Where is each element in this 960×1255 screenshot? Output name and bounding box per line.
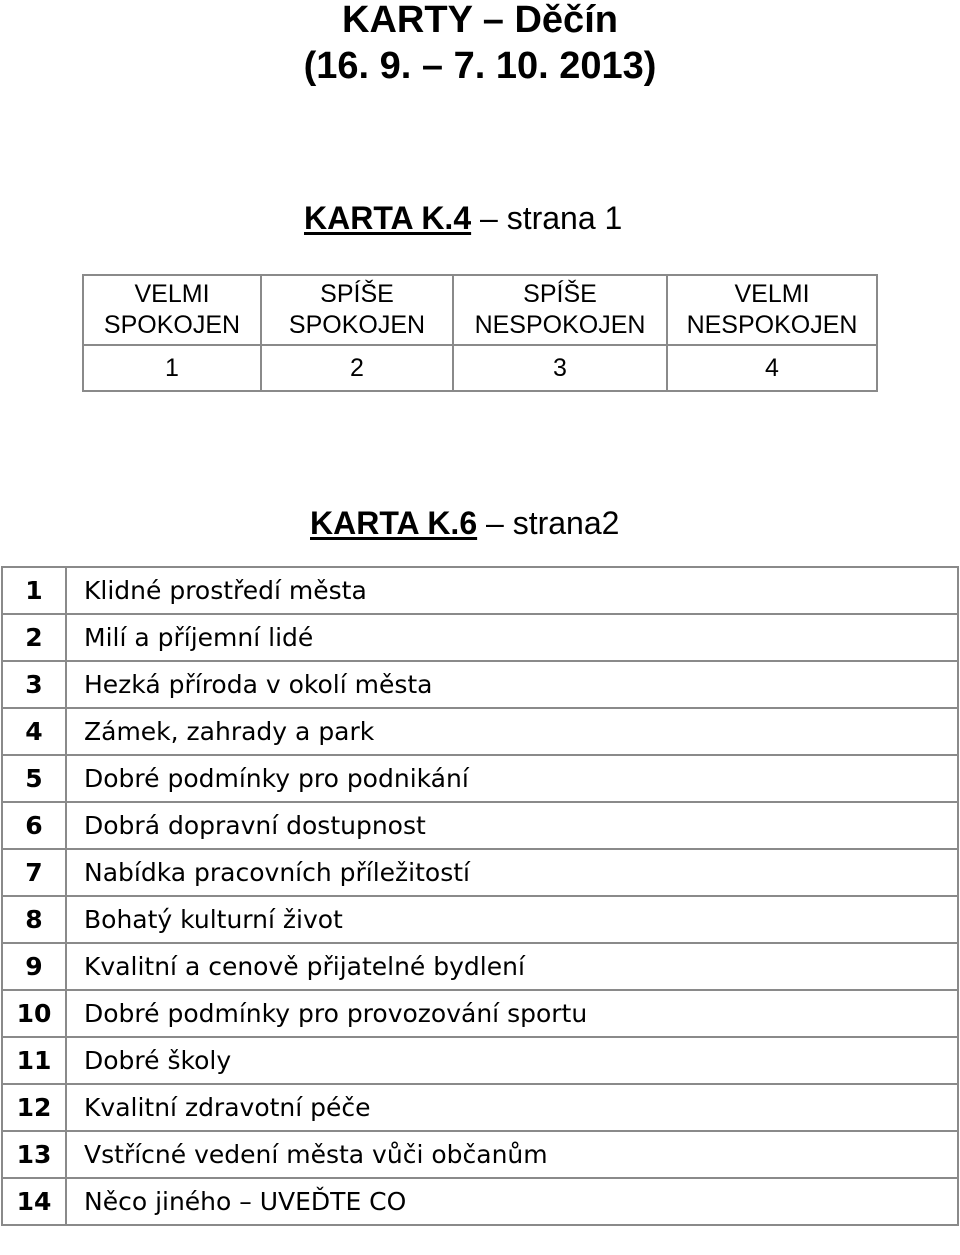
scale-label-line: SPÍŠE xyxy=(523,280,597,308)
card-k6-page: strana2 xyxy=(512,505,620,541)
item-number: 3 xyxy=(2,661,66,708)
item-label: Hezká příroda v okolí města xyxy=(66,661,958,708)
item-number: 6 xyxy=(2,802,66,849)
card-k4-code: KARTA K.4 xyxy=(304,200,472,236)
item-number: 14 xyxy=(2,1178,66,1225)
scale-label-line: SPOKOJEN xyxy=(103,311,241,339)
scale-label-cell xyxy=(83,275,261,345)
item-label: Něco jiného – UVEĎTE CO xyxy=(66,1178,958,1225)
table-row xyxy=(2,802,958,849)
scale-number-cell: 2 xyxy=(261,345,453,391)
item-label: Nabídka pracovních příležitostí xyxy=(66,849,958,896)
scale-label-line: NESPOKOJEN xyxy=(474,311,646,339)
scale-label-line: VELMI xyxy=(134,280,210,308)
item-number: 12 xyxy=(2,1084,66,1131)
item-number: 8 xyxy=(2,896,66,943)
scale-labels-row xyxy=(83,275,877,345)
table-row xyxy=(2,567,958,614)
scale-label-line: SPÍŠE xyxy=(320,280,394,308)
table-row xyxy=(2,614,958,661)
table-row xyxy=(2,1037,958,1084)
table-row xyxy=(2,943,958,990)
table-row xyxy=(2,1178,958,1225)
item-label: Dobrá dopravní dostupnost xyxy=(66,802,958,849)
card-k4-page: strana 1 xyxy=(506,200,623,236)
card-k4-separator: – xyxy=(471,200,507,236)
card-k6-separator: – xyxy=(477,505,513,541)
scale-number-cell: 3 xyxy=(453,345,667,391)
item-number: 4 xyxy=(2,708,66,755)
document-date-range: (16. 9. – 7. 10. 2013) xyxy=(303,45,657,87)
scale-label-line: NESPOKOJEN xyxy=(686,311,858,339)
item-label: Zámek, zahrady a park xyxy=(66,708,958,755)
item-number: 2 xyxy=(2,614,66,661)
card-k4-heading xyxy=(304,199,622,237)
table-row xyxy=(2,849,958,896)
card-k6-heading xyxy=(310,504,619,542)
scale-label-line: SPOKOJEN xyxy=(288,311,426,339)
item-label: Milí a příjemní lidé xyxy=(66,614,958,661)
document-title: KARTY – Děčín xyxy=(342,0,618,41)
scale-number-cell: 1 xyxy=(83,345,261,391)
item-number: 11 xyxy=(2,1037,66,1084)
item-label: Kvalitní zdravotní péče xyxy=(66,1084,958,1131)
item-label: Dobré podmínky pro provozování sportu xyxy=(66,990,958,1037)
table-row xyxy=(2,755,958,802)
item-label: Klidné prostředí města xyxy=(66,567,958,614)
scale-number-cell: 4 xyxy=(667,345,877,391)
item-label: Bohatý kulturní život xyxy=(66,896,958,943)
table-row xyxy=(2,990,958,1037)
table-row xyxy=(2,661,958,708)
item-label: Kvalitní a cenově přijatelné bydlení xyxy=(66,943,958,990)
table-row xyxy=(2,1131,958,1178)
card-k6-code: KARTA K.6 xyxy=(310,505,478,541)
scale-label-line: VELMI xyxy=(734,280,810,308)
item-label: Dobré podmínky pro podnikání xyxy=(66,755,958,802)
scale-label-cell xyxy=(261,275,453,345)
item-number: 7 xyxy=(2,849,66,896)
item-number: 10 xyxy=(2,990,66,1037)
item-label: Vstřícné vedení města vůči občanům xyxy=(66,1131,958,1178)
reasons-table xyxy=(1,566,959,1226)
scale-label-cell xyxy=(453,275,667,345)
item-number: 5 xyxy=(2,755,66,802)
item-label: Dobré školy xyxy=(66,1037,958,1084)
table-row xyxy=(2,1084,958,1131)
item-number: 13 xyxy=(2,1131,66,1178)
item-number: 9 xyxy=(2,943,66,990)
table-row xyxy=(2,708,958,755)
table-row xyxy=(2,896,958,943)
satisfaction-scale-table xyxy=(82,274,878,392)
item-number: 1 xyxy=(2,567,66,614)
scale-numbers-row xyxy=(83,345,877,391)
scale-label-cell xyxy=(667,275,877,345)
